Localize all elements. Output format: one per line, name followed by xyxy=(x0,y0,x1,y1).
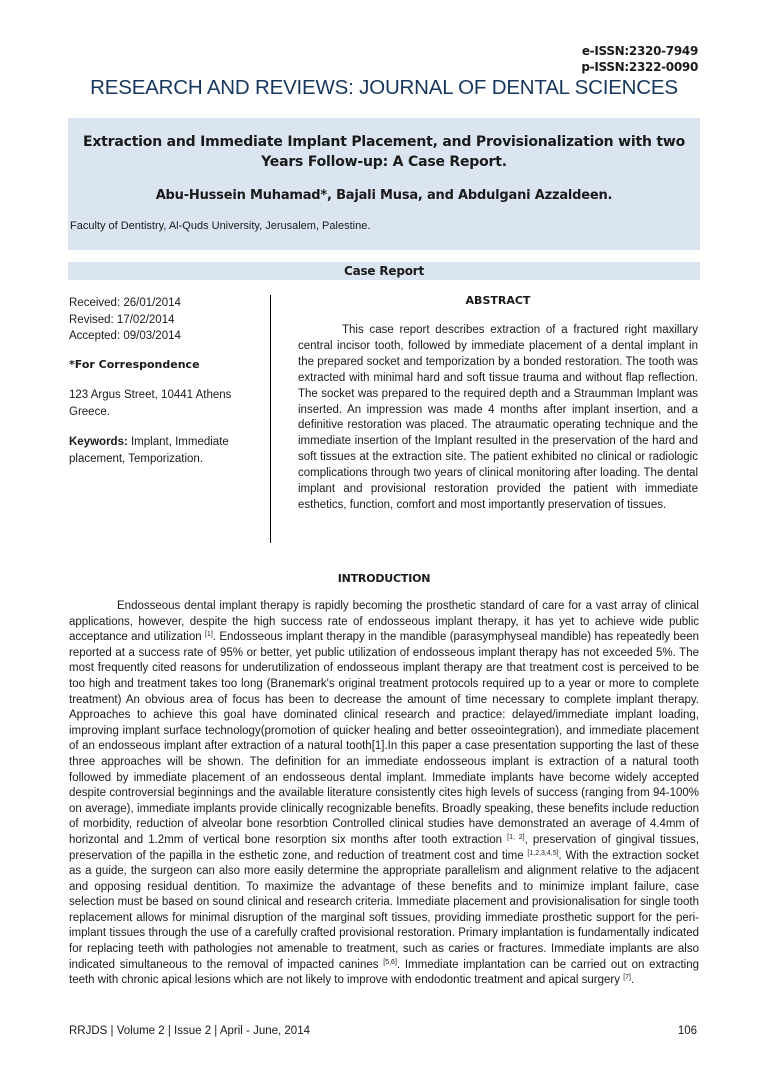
eissn-label: e-ISSN:2320-7949 xyxy=(581,44,698,58)
keywords-list: Implant, Immediate placement, Temporization. xyxy=(69,436,229,465)
intro-text-2: . Endosseous implant therapy in the mandible (parasymphyseal mandible) has repeatedly been reported at a success rate of 95% or better, yet public utilization of endosseous implant therapy has not exceeded 5%. The most frequently cited reasons for underutilization of endosseous implant therapy are that treatment cost is perceived to be too high and treatment takes too long (Branemark's original treatment protocols required up to a year or more to complete treatment) An obvious area of focus has been to decrease the amount of time necessary to complete implant therapy. Approaches to achieve this goal have dominated clinical research and practice: delayed/immediate implant loading, improving implant surface technology(promotion of quicker healing and better osseointegration), and immediate placement of an endosseous implant after extraction of a natural tooth[1].In this paper a case presentation supporting the last of these three approaches will be shown. The definition for an immediate endosseous implant is extraction of a natural tooth followed by immediate placement of an endosseous dental implant. Immediate implants have become widely accepted despite controversial beginnings and the available literature consistently cites high levels of success (ranging from 94-100% on average), immediate implants provide clinically recognizable benefits. Broadly speaking, these benefits include reduction of morbidity, reduction of alveolar bone resorbtion Controlled clinical studies have demonstrated an average of 4.4mm of horizontal and 1.2mm of vertical bone resorption six months after tooth extraction xyxy=(69,631,699,846)
intro-text-3: , preservation of gingival tissues, preservation of the papilla in the esthetic zone, and reduction of treatment cost and time xyxy=(69,833,699,862)
intro-text-4: . With the extraction socket as a guide, the surgeon can also more easily determine the appropriate parallelism and alignment relative to the adjacent and opposing residual dentition. To maximize the advantage of these benefits and to minimize implant failure, case selection must be based on sound clinical and research criteria. Immediate placement and provisionalisation for single tooth replacement allows for minimal disruption of the marginal soft tissues, providing immediate prosthetic support for the peri-implant tissues through the use of a carefully crafted provisional restoration. Primary implantation is fundamentally indicated for replacing teeth with pathologies not amenable to treatment, such as caries or fractures. Immediate implants are also indicated simultaneous to the removal of impacted canines xyxy=(69,849,700,971)
intro-text-1: Endosseous dental implant therapy is rapidly becoming the prosthetic standard of care for a vast array of clinical applications, however, despite the high success rate of endosseous implant therapy, it has yet to achieve wide public acceptance and utilization xyxy=(69,600,699,644)
dates-block xyxy=(69,295,264,345)
abstract-heading: ABSTRACT xyxy=(465,294,531,307)
accepted-date: Accepted: 09/03/2014 xyxy=(69,330,181,342)
revised-date: Revised: 17/02/2014 xyxy=(69,313,175,326)
author-list: Abu-Hussein Muhamad*, Bajali Musa, and Abdulgani Azzaldeen. xyxy=(155,188,613,203)
keywords xyxy=(69,434,264,467)
pissn-label: p-ISSN:2322-0090 xyxy=(581,60,698,74)
citation-ref: [1] xyxy=(204,631,213,639)
received-date: Received: 26/01/2014 xyxy=(69,297,181,309)
footer-citation: RRJDS | Volume 2 | Issue 2 | April - June, 2014 xyxy=(69,1025,310,1037)
page-number: 106 xyxy=(677,1025,697,1037)
citation-ref: [7] xyxy=(623,974,631,982)
citation-ref: [5,6] xyxy=(383,958,397,966)
keywords-label: Keywords: xyxy=(69,436,128,448)
article-title: Extraction and Immediate Implant Placement, and Provisionalization with two Years Follow-up: A Case Report. xyxy=(82,134,686,170)
affiliation: Faculty of Dentistry, Al-Quds University, Jerusalem, Palestine. xyxy=(70,220,371,232)
citation-ref: [1,2,3,4,5] xyxy=(527,849,559,857)
correspondence-label: *For Correspondence xyxy=(69,357,200,371)
column-divider xyxy=(270,295,271,543)
intro-text-6: . xyxy=(631,974,635,987)
introduction-paragraph xyxy=(69,599,699,989)
correspondence-address: 123 Argus Street, 10441 Athens Greece. xyxy=(69,389,232,418)
abstract-text: This case report describes extraction of a fractured right maxillary central incisor tooth, followed by immediate placement of a dental implant in the prepared socket and temporization by a bonded restoration. The tooth was extracted with minimal hard and soft tissue trauma and without flap reflection. The socket was prepared to the required depth and a Straumman Implant was inserted. An impression was made 4 months after implant insertion, and a definitive restoration was placed. The atraumatic operating technique and the immediate insertion of the Implant resulted in the preservation of the hard and soft tissues at the extraction site. The patient exhibited no clinical or radiologic complications through two years of clinical monitoring after loading. The dental implant and provisional restoration provided the patient with immediate esthetics, function, comfort and most importantly preservation of tissues. xyxy=(298,324,698,511)
citation-ref: [1, 2] xyxy=(507,833,525,841)
section-type-bar: Case Report xyxy=(68,262,700,280)
article-info-column xyxy=(69,295,264,467)
abstract-section xyxy=(298,295,698,514)
intro-text-5: . Immediate implantation can be carried out on extracting teeth with chronic apical lesions which are not likely to improve with endodontic treatment and apical surgery xyxy=(69,958,699,987)
journal-title: RESEARCH AND REVIEWS: JOURNAL OF DENTAL SCIENCES xyxy=(90,76,678,99)
introduction-heading: INTRODUCTION xyxy=(337,572,431,585)
title-band xyxy=(68,118,700,250)
introduction-body xyxy=(69,599,699,989)
